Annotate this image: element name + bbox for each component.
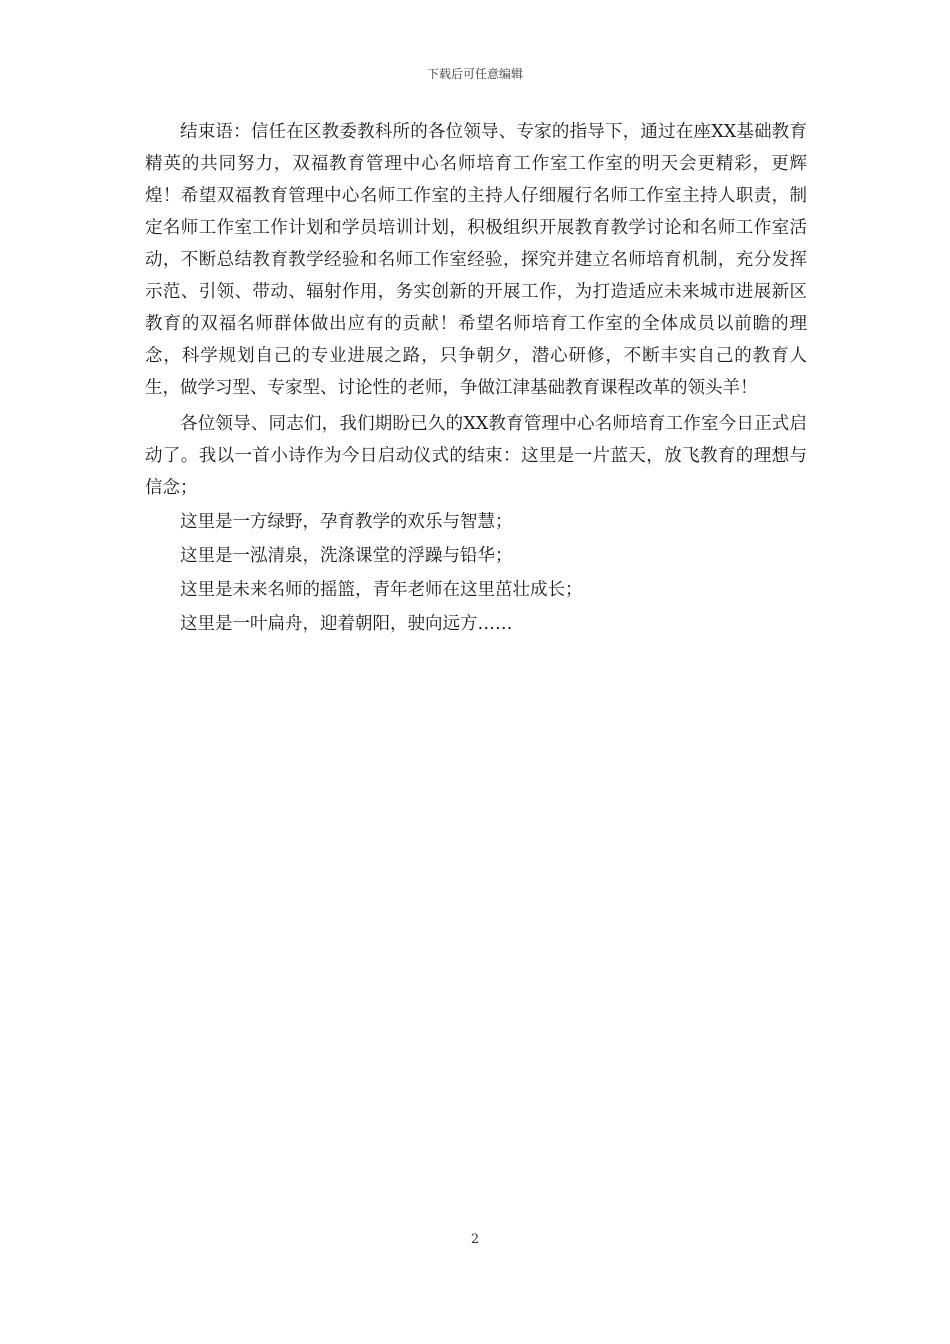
document-body: [145, 116, 807, 640]
poem-line: 这里是一泓清泉，洗涤课堂的浮躁与铅华；: [180, 546, 513, 566]
poem-line: 这里是未来名师的摇篮，青年老师在这里茁壮成长；: [180, 580, 583, 600]
poem-line: 这里是一叶扁舟，迎着朝阳，驶向远方……: [180, 614, 513, 634]
page-header: 下载后可任意编辑: [426, 67, 523, 81]
page-number: 2: [470, 1232, 480, 1247]
paragraph-launch-announcement: 各位领导、同志们，我们期盼已久的XX教育管理中心名师培育工作室今日正式启动了。我以一首小诗作为今日启动仪式的结束：这里是一片蓝天，放飞教育的理想与信念；: [145, 414, 807, 498]
poem-line: 这里是一方绿野，孕育教学的欢乐与智慧；: [180, 512, 513, 532]
paragraph-closing-remarks: 结束语：信任在区教委教科所的各位领导、专家的指导下，通过在座XX基础教育精英的共同努力，双福教育管理中心名师培育工作室工作室的明天会更精彩，更辉煌！希望双福教育管理中心名师工作室的主持人仔细履行名师工作室主持人职责，制定名师工作室工作计划和学员培训计划，积极组织开展教育教学讨论和名师工作室活动，不断总结教育教学经验和名师工作室经验，探究并建立名师培育机制，充分发挥示范、引领、带动、辐射作用，务实创新的开展工作，为打造适应未来城市进展新区教育的双福名师群体做出应有的贡献！希望名师培育工作室的全体成员以前瞻的理念，科学规划自己的专业进展之路，只争朝夕，潜心研修，不断丰实自己的教育人生，做学习型、专家型、讨论性的老师，争做江津基础教育课程改革的领头羊！: [145, 122, 807, 398]
